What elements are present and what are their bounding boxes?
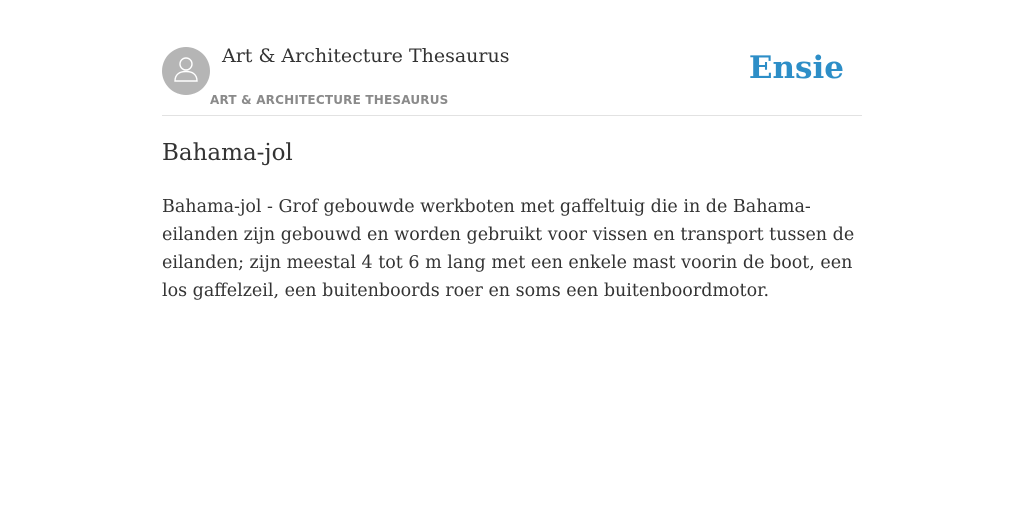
entry-header: [162, 0, 862, 116]
user-icon: [171, 54, 201, 89]
avatar[interactable]: [162, 47, 210, 95]
content-container: [162, 0, 862, 301]
author-name[interactable]: Art & Architecture Thesaurus: [222, 45, 510, 67]
source-label[interactable]: ART & ARCHITECTURE THESAURUS: [210, 93, 449, 107]
entry-title: Bahama-jol: [162, 140, 293, 166]
entry-definition: Bahama-jol - Grof gebouwde werkboten met gaffeltuig die in de Bahama-eilanden zijn gebouwd en worden gebruikt voor vissen en transport tussen de eilanden; zijn meestal 4 tot 6 m lang met een enkele mast voorin de boot, een los gaffelzeil, een buitenboords roer en soms een buitenboordmotor.: [162, 197, 855, 301]
ensie-logo[interactable]: Ensie: [748, 50, 844, 86]
